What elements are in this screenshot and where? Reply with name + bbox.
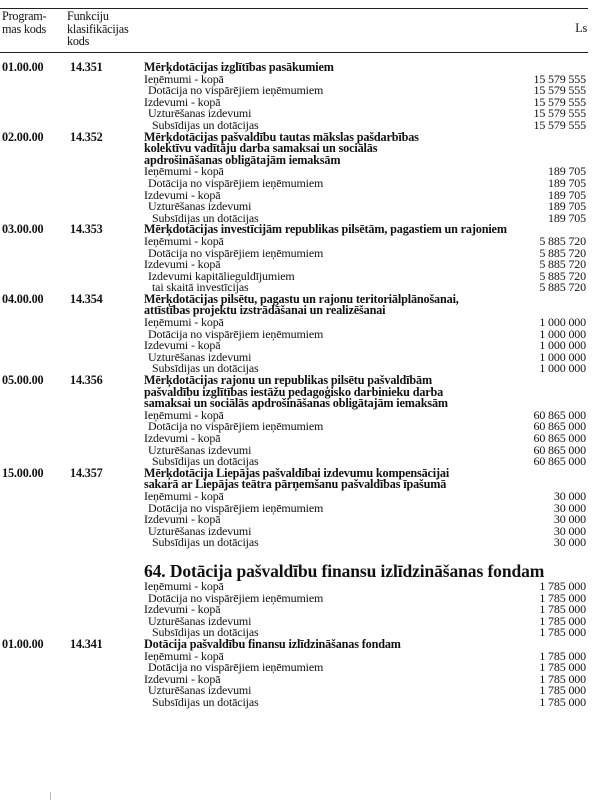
function-classification-code: 14.354 xyxy=(70,291,103,306)
program-block xyxy=(0,62,588,132)
line-item-row xyxy=(0,349,588,364)
line-item-label: Ieņēmumi - kopā xyxy=(144,233,224,248)
program-code: 15.00.00 xyxy=(2,465,44,480)
line-item-amount: 15 579 555 xyxy=(533,94,586,109)
line-item-amount: 5 885 720 xyxy=(539,233,586,248)
line-item-label: Izdevumi - kopā xyxy=(144,338,221,353)
section-heading xyxy=(0,559,588,581)
header-function-code-line-3: kods xyxy=(67,34,90,48)
program-code: 05.00.00 xyxy=(2,373,44,388)
line-item-amount: 1 785 000 xyxy=(539,694,586,709)
line-item-row xyxy=(0,108,588,120)
line-item-row xyxy=(0,514,588,526)
line-item-amount: 1 000 000 xyxy=(539,338,586,353)
function-classification-code: 14.356 xyxy=(70,373,103,388)
program-code: 04.00.00 xyxy=(2,291,44,306)
line-item-amount: 1 000 000 xyxy=(539,326,586,341)
line-item-label: Uzturēšanas izdevumi xyxy=(148,613,252,628)
program-title-row xyxy=(0,152,588,167)
program-title: attīstības projektu izstrādāšanai un realizēšanai xyxy=(144,303,386,318)
budget-table-body xyxy=(0,62,588,708)
program-code: 02.00.00 xyxy=(2,129,44,144)
line-item-amount: 1 000 000 xyxy=(539,349,586,364)
line-item-label: Uzturēšanas izdevumi xyxy=(148,523,252,538)
program-title: pašvaldību izglītības iestāžu pedagoģisko darbinieku darba xyxy=(144,384,444,399)
line-item-label: Uzturēšanas izdevumi xyxy=(148,199,252,214)
header-bottom-rule xyxy=(0,52,588,53)
line-item-label: Ieņēmumi - kopā xyxy=(144,164,224,179)
line-item-label: Subsīdijas un dotācijas xyxy=(152,535,259,550)
line-item-label: Ieņēmumi - kopā xyxy=(144,71,224,86)
line-item-row xyxy=(0,694,588,709)
line-item-row xyxy=(0,187,588,202)
program-title: kolektīvu vadītāju darba samaksai un sociālās xyxy=(144,141,378,156)
header-function-code-line-2: klasifikācijas xyxy=(67,21,129,36)
line-item-label: Ieņēmumi - kopā xyxy=(144,407,224,422)
section-summary-block xyxy=(0,578,588,640)
line-item-label: Ieņēmumi - kopā xyxy=(144,488,224,503)
line-item-amount: 15 579 555 xyxy=(533,71,586,86)
line-item-label: Ieņēmumi - kopā xyxy=(144,578,224,593)
line-item-label: Uzturēšanas izdevumi xyxy=(148,349,252,364)
line-item-label: Uzturēšanas izdevumi xyxy=(148,683,252,698)
line-item-label: Subsīdijas un dotācijas xyxy=(152,117,259,132)
program-title: Mērķdotācijas izglītības pasākumiem xyxy=(144,60,334,74)
line-item-amount: 5 885 720 xyxy=(539,257,586,272)
line-item-amount: 1 000 000 xyxy=(539,361,586,376)
line-item-row xyxy=(0,245,588,260)
function-classification-code: 14.351 xyxy=(70,60,103,74)
program-title-row xyxy=(0,398,588,410)
header-function-code-line-1: Funkciju xyxy=(67,9,109,23)
line-item-amount: 30 000 xyxy=(553,500,586,515)
line-item-amount: 30 000 xyxy=(553,512,586,527)
program-title-row xyxy=(0,62,588,74)
line-item-amount: 1 785 000 xyxy=(539,660,586,675)
program-title: Mērķdotācija Liepājas pašvaldībai izdevumu kompensācijai xyxy=(144,465,450,480)
header-function-code-label xyxy=(67,10,147,48)
program-title: Dotācija pašvaldību finansu izlīdzināšanas fondam xyxy=(144,636,401,651)
line-item-row xyxy=(0,85,588,97)
program-block xyxy=(0,636,588,709)
line-item-row xyxy=(0,500,588,515)
line-item-amount: 1 785 000 xyxy=(539,613,586,628)
line-item-amount: 60 865 000 xyxy=(533,419,586,434)
line-item-label: Ieņēmumi - kopā xyxy=(144,648,224,663)
line-item-amount: 1 785 000 xyxy=(539,648,586,663)
line-item-row xyxy=(0,590,588,605)
line-item-amount: 15 579 555 xyxy=(533,117,586,132)
program-title: apdrošināšanas obligātajām iemaksām xyxy=(144,152,341,167)
line-item-row xyxy=(0,94,588,109)
line-item-amount: 60 865 000 xyxy=(533,431,586,445)
header-program-code-line-1: Program- xyxy=(2,9,47,23)
program-code: 01.00.00 xyxy=(2,636,44,651)
line-item-amount: 1 000 000 xyxy=(539,315,586,330)
line-item-label: Izdevumi - kopā xyxy=(144,187,221,202)
scan-artifact xyxy=(50,792,51,800)
line-item-label: Subsīdijas un dotācijas xyxy=(152,625,259,640)
line-item-amount: 1 785 000 xyxy=(539,590,586,605)
line-item-amount: 1 785 000 xyxy=(539,625,586,640)
line-item-row xyxy=(0,268,588,283)
line-item-label: Uzturēšanas izdevumi xyxy=(148,106,252,121)
line-item-row xyxy=(0,201,588,213)
program-title: Mērķdotācijas investīcijām republikas pilsētām, pagastiem un rajoniem xyxy=(144,222,507,237)
line-item-label: Dotācija no vispārējiem ieņēmumiem xyxy=(148,83,324,98)
line-item-amount: 189 705 xyxy=(548,175,586,190)
program-block xyxy=(0,465,588,550)
line-item-row xyxy=(0,326,588,341)
line-item-label: Dotācija no vispārējiem ieņēmumiem xyxy=(148,660,324,675)
program-title: samaksai un sociālās apdrošināšanas obligātajām iemaksām xyxy=(144,396,448,411)
line-item-amount: 1 785 000 xyxy=(539,683,586,698)
line-item-amount: 5 885 720 xyxy=(539,245,586,260)
program-block xyxy=(0,291,588,376)
line-item-row xyxy=(0,433,588,445)
function-classification-code: 14.352 xyxy=(70,129,103,144)
program-title: Mērķdotācijas rajonu un republikas pilsētu pašvaldībām xyxy=(144,373,432,388)
line-item-label: Izdevumi - kopā xyxy=(144,257,221,272)
line-item-row xyxy=(0,537,588,549)
program-code: 03.00.00 xyxy=(2,222,44,237)
line-item-label: Subsīdijas un dotācijas xyxy=(152,361,259,376)
line-item-amount: 1 785 000 xyxy=(539,602,586,617)
section-spacer xyxy=(0,549,588,559)
line-item-row xyxy=(0,421,588,433)
line-item-amount: 60 865 000 xyxy=(533,442,586,457)
program-title-row xyxy=(0,479,588,491)
header-program-code-line-2: mas kods xyxy=(2,21,47,36)
line-item-amount: 30 000 xyxy=(553,488,586,503)
program-title: Mērķdotācijas pašvaldību tautas mākslas pašdarbības xyxy=(144,129,419,144)
program-title-row xyxy=(0,305,588,317)
function-classification-code: 14.353 xyxy=(70,222,103,237)
line-item-label: Subsīdijas un dotācijas xyxy=(152,210,259,225)
line-item-row xyxy=(0,662,588,674)
line-item-amount: 15 579 555 xyxy=(533,83,586,98)
program-title: Mērķdotācijas pilsētu, pagastu un rajonu teritoriālplānošanai, xyxy=(144,291,459,306)
line-item-row xyxy=(0,340,588,352)
line-item-label: Izdevumi - kopā xyxy=(144,431,221,445)
line-item-row xyxy=(0,671,588,686)
line-item-label: Dotācija no vispārējiem ieņēmumiem xyxy=(148,245,324,260)
line-item-label: Izdevumi - kopā xyxy=(144,671,221,686)
line-item-label: Dotācija no vispārējiem ieņēmumiem xyxy=(148,326,324,341)
program-block xyxy=(0,375,588,468)
program-title: sakarā ar Liepājas teātra pārņemšanu pašvaldības īpašumā xyxy=(144,477,447,492)
line-item-label: Izdevumi - kopā xyxy=(144,512,221,527)
function-classification-code: 14.357 xyxy=(70,465,103,480)
line-item-amount: 189 705 xyxy=(548,187,586,202)
line-item-amount: 5 885 720 xyxy=(539,268,586,283)
line-item-label: Ieņēmumi - kopā xyxy=(144,315,224,330)
line-item-row xyxy=(0,685,588,697)
line-item-row xyxy=(0,604,588,616)
line-item-label: Izdevumi kapitālieguldījumiem xyxy=(148,268,295,283)
line-item-amount: 1 785 000 xyxy=(539,578,586,593)
line-item-amount: 60 865 000 xyxy=(533,407,586,422)
program-title-row xyxy=(0,636,588,651)
line-item-label: Izdevumi - kopā xyxy=(144,94,221,109)
line-item-amount: 60 865 000 xyxy=(533,454,586,469)
section-title: 64. Dotācija pašvaldību finansu izlīdzināšanas fondam xyxy=(144,560,545,581)
line-item-label: tai skaitā investīcijas xyxy=(152,280,249,295)
line-item-row xyxy=(0,442,588,457)
line-item-row xyxy=(0,175,588,190)
line-item-amount: 189 705 xyxy=(548,199,586,214)
line-item-label: Dotācija no vispārējiem ieņēmumiem xyxy=(148,500,324,515)
line-item-label: Dotācija no vispārējiem ieņēmumiem xyxy=(148,419,324,434)
line-item-label: Subsīdijas un dotācijas xyxy=(152,694,259,709)
program-block xyxy=(0,129,588,225)
line-item-label: Subsīdijas un dotācijas xyxy=(152,454,259,469)
header-program-code-label xyxy=(2,10,62,35)
line-item-label: Dotācija no vispārējiem ieņēmumiem xyxy=(148,590,324,605)
line-item-label: Dotācija no vispārējiem ieņēmumiem xyxy=(148,175,324,190)
program-block xyxy=(0,224,588,294)
header-currency-unit: Ls xyxy=(575,21,587,35)
line-item-amount: 1 785 000 xyxy=(539,671,586,686)
line-item-amount: 30 000 xyxy=(553,523,586,538)
line-item-row xyxy=(0,613,588,628)
line-item-amount: 15 579 555 xyxy=(533,106,586,121)
line-item-amount: 189 705 xyxy=(548,210,586,225)
line-item-amount: 189 705 xyxy=(548,164,586,179)
function-classification-code: 14.341 xyxy=(70,636,103,651)
line-item-amount: 30 000 xyxy=(553,535,586,550)
line-item-row xyxy=(0,523,588,538)
line-item-label: Izdevumi - kopā xyxy=(144,602,221,617)
line-item-amount: 5 885 720 xyxy=(539,280,586,295)
line-item-label: Uzturēšanas izdevumi xyxy=(148,442,252,457)
program-title-row xyxy=(0,224,588,236)
program-code: 01.00.00 xyxy=(2,60,44,74)
